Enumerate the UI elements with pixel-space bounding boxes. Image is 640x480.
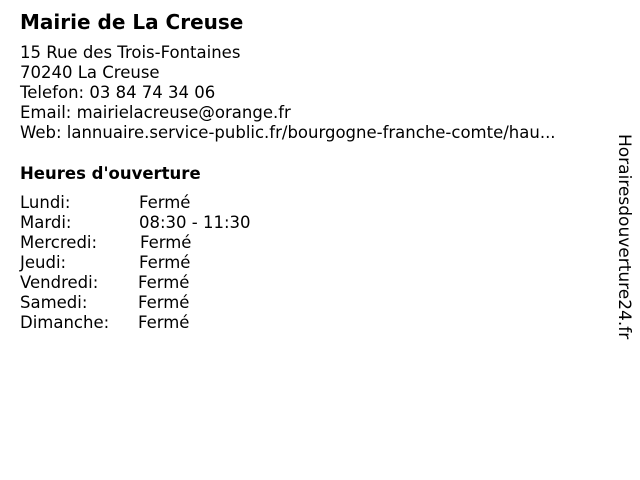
hours-value: Fermé: [138, 273, 190, 292]
hours-value: Fermé: [139, 193, 191, 212]
hours-value: Fermé: [138, 313, 190, 332]
city: 70240 La Creuse: [20, 63, 160, 82]
street-address: 15 Rue des Trois-Fontaines: [20, 43, 241, 62]
day-label: Jeudi:: [20, 253, 67, 272]
address-block: [20, 43, 556, 143]
day-label: Dimanche:: [20, 313, 110, 332]
day-label: Vendredi:: [20, 273, 99, 292]
day-label: Lundi:: [20, 193, 71, 212]
opening-hours-heading: Heures d'ouverture: [20, 164, 201, 183]
hours-value: Fermé: [140, 233, 192, 252]
hours-value: Fermé: [139, 253, 191, 272]
day-label: Mardi:: [20, 213, 72, 232]
website-url: Web: lannuaire.service-public.fr/bourgogne-franche-comte/hau...: [20, 123, 556, 142]
phone-number: Telefon: 03 84 74 34 06: [20, 83, 216, 102]
page-title: Mairie de La Creuse: [20, 10, 244, 34]
hours-value: Fermé: [138, 293, 190, 312]
email-address: Email: mairielacreuse@orange.fr: [20, 103, 291, 122]
day-label: Samedi:: [20, 293, 88, 312]
site-brand: Horairesdouverture24.fr: [614, 134, 634, 340]
day-label: Mercredi:: [20, 233, 98, 252]
hours-value: 08:30 - 11:30: [139, 213, 251, 232]
